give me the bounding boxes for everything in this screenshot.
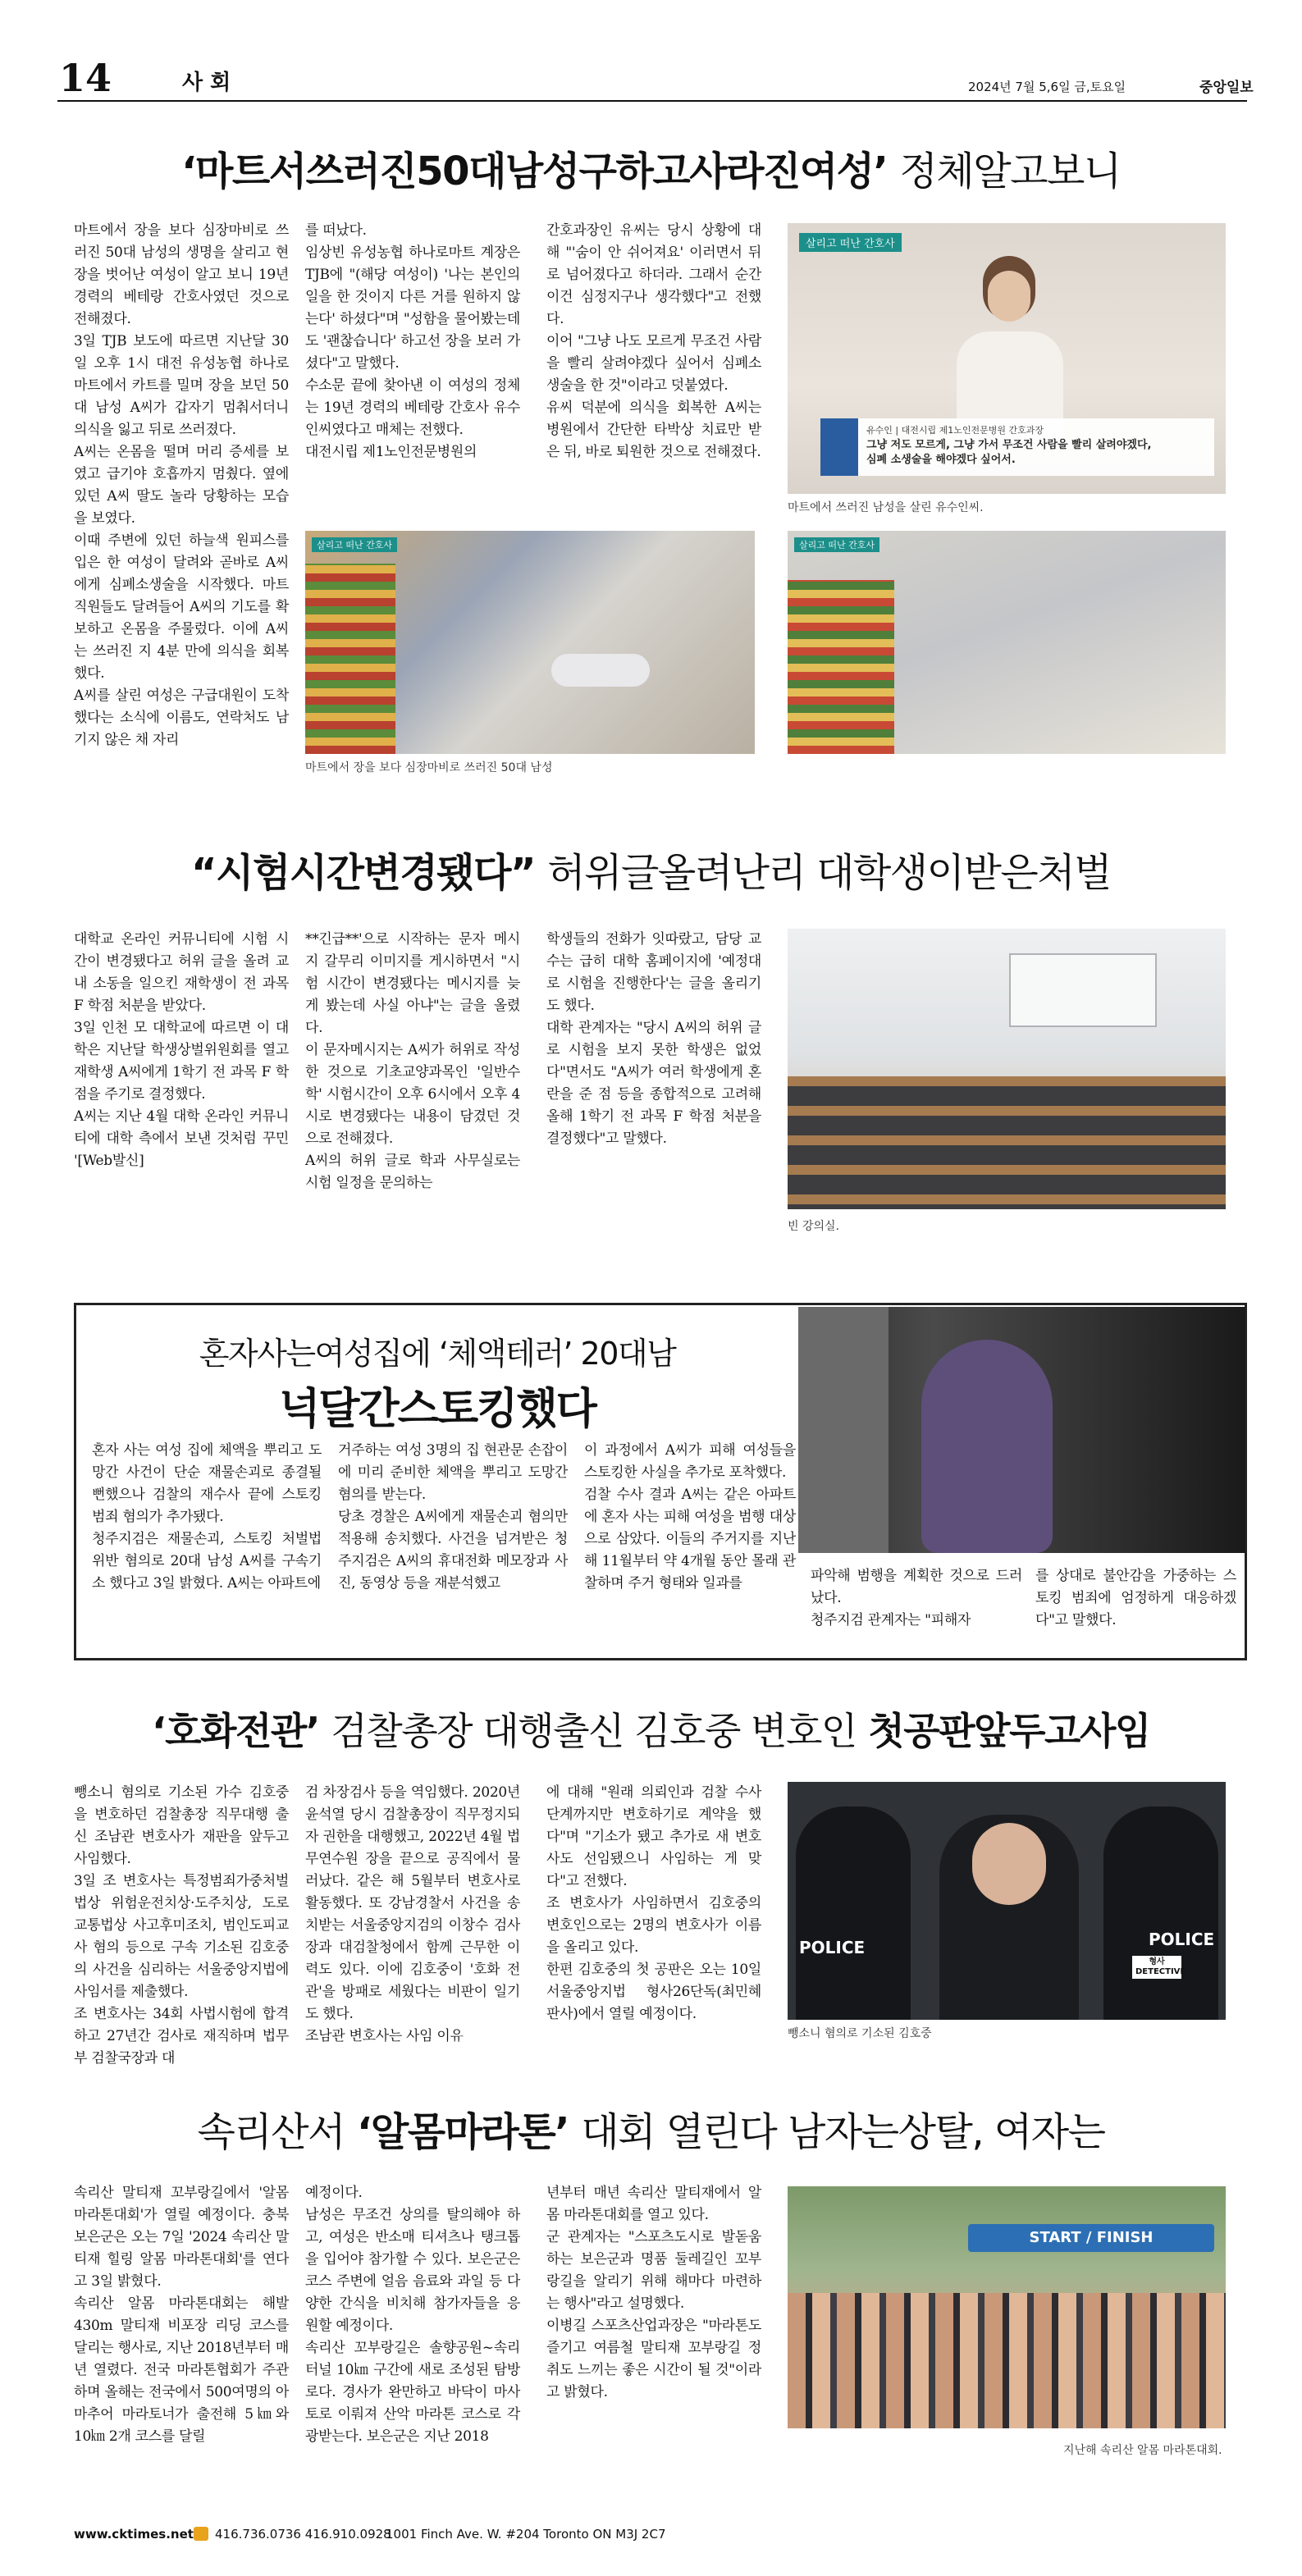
detective-badge: 형사 DETECTIVE — [1132, 1956, 1181, 1979]
article2-classroom-photo — [788, 929, 1226, 1209]
article2-headline — [0, 841, 1302, 897]
article5-col1: 속리산 말티재 꼬부랑길에서 '알몸 마라톤대회'가 열릴 예정이다. 충북 보은군은 오는 7일 '2024 속리산 말티재 힐링 알몸 마라톤대회'를 연다고 3일 밝혔다. 속리산 알몸 마라톤대회는 해발 430m 말티재 비포장 리딩 코스를 달리는 행사로, 지난 2018년부터 매년 열렸다. 전국 마라톤협회가 주관하며 올해는 전국에서 500여명의 아마추어 마라토너가 출전해 5㎞와 10㎞ 2개 코스를 달릴 — [74, 2185, 289, 2445]
article4-photo — [788, 1782, 1226, 2020]
nurse-figure — [950, 256, 1065, 445]
police-label-right: POLICE — [1149, 1930, 1215, 1949]
article3-col3: 이 과정에서 A씨가 피해 여성들을 스토킹한 사실을 추가로 포착했다. 검찰 수사 결과 A씨는 같은 아파트에 혼자 사는 피해 여성을 범행 대상으로 삼았다. 이들의 주거지를 지난해 11월부터 약 4개월 동안 몰래 관찰하며 주거 형태와 일과를 — [584, 1442, 796, 1592]
banner-text: START / FINISH — [1029, 2229, 1154, 2246]
article1-tv-screenshot — [788, 223, 1226, 494]
article4-col2: 검 차장검사 등을 역임했다. 2020년 윤석열 당시 검찰총장이 직무정지되자 권한을 대행했고, 2022년 4월 법무연수원 장을 끝으로 공직에서 물러났다. 같은 해 5월부터 변호사로 활동했다. 또 강남경찰서 사건을 송치받는 서울중앙지검의 이창수 검사장과 대검찰청에서 함께 근무한 이력도 있다. 이에 김호중이 '호화 전관'을 방패로 세웠다는 비판이 일기도 했다. 조남관 변호사는 사임 이유 — [305, 1784, 520, 2044]
article1-col3: 간호과장인 유씨는 당시 상황에 대해 "'숨이 안 쉬어져요' 이러면서 뒤로 넘어졌다고 하더라. 그래서 순간 이건 심정지구나 생각했다"고 전했다. 이어 "그냥 나도 모르게 무조건 사람을 빨리 살려야겠다 싶어서 심폐소생술을 한 것"이라고 덧붙였다. 유씨 덕분에 의식을 회복한 A씨는 병원에서 간단한 타박상 치료만 받은 뒤, 바로 퇴원한 것으로 전해졌다. — [546, 222, 761, 460]
whiteboard — [1009, 953, 1157, 1027]
hooded-figure — [921, 1340, 1053, 1553]
article1-col2: 를 떠났다. 임상빈 유성농협 하나로마트 계장은 TJB에 "(해당 여성이) '나는 본인의 일을 한 것이지 다른 거를 원하지 않는다' 하셨다"며 "성함을 물어봤는데도 '괜찮습니다' 하고선 장을 보러 가셨다"고 말했다. 수소문 끝에 찾아낸 이 여성의 정체는 19년 경력의 베테랑 간호사 유수인씨였다고 매체는 전했다. 대전시립 제1노인전문병원의 — [305, 222, 520, 460]
article5-title-post: 대회 열린다 남자는상탈, 여자는 — [581, 2109, 1105, 2155]
article4-col1: 뺑소니 혐의로 기소된 가수 김호중을 변호하던 검찰총장 직무대행 출신 조남관 변호사가 재판을 앞두고 사임했다. 3일 조 변호사는 특정범죄가중처벌법상 위험운전치상·도주치상, 도로교통법상 사고후미조치, 범인도피교사 혐의 등으로 구속 기소된 김호중의 사건을 심리하는 서울중앙지법에 사임서를 제출했다. 조 변호사는 34회 사법시험에 합격하고 27년간 검사로 재직하며 법무부 검찰국장과 대 — [74, 1784, 289, 2067]
article2-col2: **긴급**'으로 시작하는 문자 메시지 갈무리 이미지를 게시하면서 "시험 시간이 변경됐다는 메시지를 늦게 봤는데 사실 아냐"는 글을 올렸다. 이 문자메시지는 A씨가 허위로 작성한 것으로 기초교양과목인 '일반수학' 시험시간이 오후 6시에서 오후 4시로 변경됐다는 내용이 담겼던 것으로 전해졌다. A씨의 허위 글로 학과 사무실로는 시험 일정을 문의하는 — [305, 931, 520, 1191]
article5-headline — [0, 2100, 1302, 2157]
police-label-left: POLICE — [799, 1938, 866, 1957]
article2-col1: 대학교 온라인 커뮤니티에 시험 시간이 변경됐다고 허위 글을 올려 교내 소동을 일으킨 재학생이 전 과목 F 학점 처분을 받았다. 3일 인천 모 대학교에 따르면 이 대학은 지난달 학생상벌위원회를 열고 재학생 A씨에게 1학기 전 과목 F 학점을 주기로 결정했다. A씨는 지난 4월 대학 온라인 커뮤니티에 대학 측에서 보낸 것처럼 꾸민 '[Web발신] — [74, 931, 289, 1169]
article1-cctv-left — [305, 531, 755, 754]
article3-col1: 혼자 사는 여성 집에 체액을 뿌리고 도망간 사건이 단순 재물손괴로 종결될 뻔했으나 검찰의 재수사 끝에 스토킹 범죄 혐의가 추가됐다. 청주지검은 재물손괴, 스토킹 처벌법 위반 혐의로 20대 남성 A씨를 구속기소 했다고 3일 밝혔다. A씨는 아파트에 — [92, 1442, 322, 1592]
tv-quote: 그냥 저도 모르게, 그냥 가서 무조건 사람을 빨리 살려야겠다, 심폐 소생술을 해야겠다 싶어서. — [866, 439, 1152, 466]
article4-title-mid: 검찰총장 대행출신 김호중 변호인 — [331, 1709, 857, 1753]
tv-lower-third — [820, 418, 1214, 476]
desk-rows — [788, 1076, 1226, 1209]
suspect-face — [972, 1823, 1046, 1905]
shelf-left — [305, 564, 395, 754]
article3-hooded-figure-photo — [798, 1307, 1245, 1553]
article3-col4: 파악해 범행을 계획한 것으로 드러났다. 청주지검 관계자는 "피해자 — [811, 1568, 1022, 1628]
article1-headline — [0, 139, 1302, 196]
phone-icon — [194, 2527, 208, 2541]
article1-title-sub: 정체알고보니 — [899, 148, 1121, 194]
article4-col3: 에 대해 "원래 의뢰인과 검찰 수사 단계까지만 변호하기로 계약을 했다"며 "기소가 됐고 추가로 새 변호사도 선임됐으니 사임하는 게 맞다"고 전했다. 조 변호사가 사임하면서 김호중의 변호인으로는 2명의 변호사가 이름을 올리고 있다. 한편 김호중의 첫 공판은 오는 10일 서울중앙지법 형사26단독(최민혜 판사)에서 열릴 예정이다. — [546, 1784, 761, 2022]
article4-headline — [0, 1701, 1302, 1756]
article3-title2: 넉달간스토킹했다 — [279, 1385, 596, 1434]
cctv-tag-left: 살리고 떠난 간호사 — [312, 537, 397, 552]
issue-date: 2024년 7월 5,6일 금,토요일 — [968, 80, 1126, 94]
article4-title-tail: 첫공판앞두고사임 — [868, 1709, 1150, 1753]
article3-title1: 혼자사는여성집에 ‘체액테러’ 20대남 — [199, 1336, 676, 1372]
footer-phones: 416.736.0736 416.910.0928 — [215, 2527, 391, 2542]
article2-col3: 학생들의 전화가 잇따랐고, 담당 교수는 급히 대학 홈페이지에 '예정대로 시험을 진행한다'는 글을 올리기도 했다. 대학 관계자는 "당시 A씨의 허위 글로 시험을 보지 못한 학생은 없었다"면서도 "A씨가 여러 학생에게 혼란을 준 점 등을 종합적으로 고려해 올해 1학기 전 과목 F 학점 처분을 결정했다"고 말했다. — [546, 931, 761, 1147]
article1-caption2: 마트에서 장을 보다 심장마비로 쓰러진 50대 남성 — [305, 761, 553, 774]
start-finish-banner — [968, 2224, 1214, 2252]
article3-col5: 를 상대로 불안감을 가중하는 스토킹 범죄에 엄정하게 대응하겠다"고 말했다. — [1035, 1568, 1236, 1628]
cctv-tag-right: 살리고 떠난 간호사 — [794, 537, 879, 552]
article5-col2: 예정이다. 남성은 무조건 상의를 탈의해야 하고, 여성은 반소매 티셔츠나 탱크톱을 입어야 참가할 수 있다. 보은군은 코스 주변에 얼음 음료와 과일 등 다양한 간식을 비치해 참가자들을 응원할 예정이다. 속리산 꼬부랑길은 솔향공원~속리터널 10㎞ 구간에 새로 조성된 탐방로다. 경사가 완만하고 바닥이 마사토로 이뤄져 산악 마라톤 코스로 각광받는다. 보은군은 지난 2018 — [305, 2185, 520, 2445]
article5-caption: 지난해 속리산 알몸 마라톤대회. — [1063, 2444, 1222, 2457]
paper-name: 중앙일보 — [1199, 80, 1254, 96]
article1-col1: 마트에서 장을 보다 심장마비로 쓰러진 50대 남성의 생명을 살리고 현장을 벗어난 여성이 알고 보니 19년 경력의 베테랑 간호사였던 것으로 전해졌다. 3일 TJB 보도에 따르면 지난달 30일 오후 1시 대전 유성농협 하나로 마트에서 카트를 밀며 장을 보던 50대 남성 A씨가 갑자기 멈춰서더니 의식을 잃고 뒤로 쓰러졌다. A씨는 온몸을 떨며 머리 증세를 보였고 급기야 호흡까지 멈췄다. 옆에 있던 A씨 딸도 놀라 당황하는 모습을 보였다. 이때 주변에 있던 하늘색 원피스를 입은 한 여성이 달려와 곧바로 A씨에게 심폐소생술을 시작했다. 마트 직원들도 달려들어 A씨의 기도를 확보하고 온몸을 주물렀다. 이에 A씨는 쓰러진 지 4분 만에 의식을 회복했다. A씨를 살린 여성은 구급대원이 도착했다는 소식에 이름도, 연락처도 남기지 않은 채 자리 — [74, 222, 289, 748]
runner-crowd — [788, 2293, 1226, 2428]
footer-address: 1001 Finch Ave. W. #204 Toronto ON M3J 2C7 — [386, 2527, 666, 2542]
article5-marathon-photo — [788, 2186, 1226, 2428]
door-frame — [798, 1307, 889, 1553]
article4-title-q: ‘호화전관’ — [152, 1709, 319, 1753]
tv-logo-box — [820, 418, 858, 476]
tv-person-label: 유수인 | 대전시립 제1노인전문병원 간호과장 — [866, 425, 1044, 436]
article2-title-main: “시험시간변경됐다” — [190, 850, 536, 896]
header-rule — [57, 100, 1247, 102]
section-name: 사 회 — [182, 71, 231, 95]
fallen-man — [551, 654, 650, 687]
article5-col3: 년부터 매년 속리산 말티재에서 알몸 마라톤대회를 열고 있다. 군 관계자는 "스포츠도시로 발돋움하는 보은군과 명품 둘레길인 꼬부랑길을 알리기 위해 해마다 마련하는 행사"라고 설명했다. 이병길 스포츠산업과장은 "마라톤도 즐기고 여름철 말티재 꼬부랑길 정취도 느끼는 좋은 시간이 될 것"이라고 밝혔다. — [546, 2185, 761, 2400]
article2-title-sub: 허위글올려난리 대학생이받은처벌 — [547, 850, 1112, 896]
article5-title-q: ‘알몸마라톤’ — [357, 2109, 569, 2155]
article1-cctv-right — [788, 531, 1226, 754]
officer-left — [796, 1806, 911, 2020]
article2-caption: 빈 강의실. — [788, 1220, 839, 1233]
tv-channel-tag: 살리고 떠난 간호사 — [799, 233, 902, 252]
officer-right — [1103, 1806, 1218, 2020]
article3-col2: 거주하는 여성 3명의 집 현관문 손잡이에 미리 준비한 체액을 뿌리고 도망간 혐의를 받는다. 당초 경찰은 A씨에게 재물손괴 혐의만 적용해 송치했다. 사건을 넘겨받은 청주지검은 A씨의 휴대전화 메모장과 사진, 동영상 등을 재분석했고 — [338, 1442, 568, 1592]
article4-caption: 뺑소니 혐의로 기소된 김호중 — [788, 2027, 932, 2040]
page-number: 14 — [59, 56, 112, 100]
shelf-right — [788, 580, 894, 754]
article5-title-pre: 속리산서 — [197, 2109, 345, 2155]
article1-caption1: 마트에서 쓰러진 남성을 살린 유수인씨. — [788, 501, 984, 514]
footer-site[interactable]: www.cktimes.net — [74, 2527, 194, 2542]
article1-title-main: ‘마트서쓰러진50대남성구하고사라진여성’ — [181, 148, 888, 194]
